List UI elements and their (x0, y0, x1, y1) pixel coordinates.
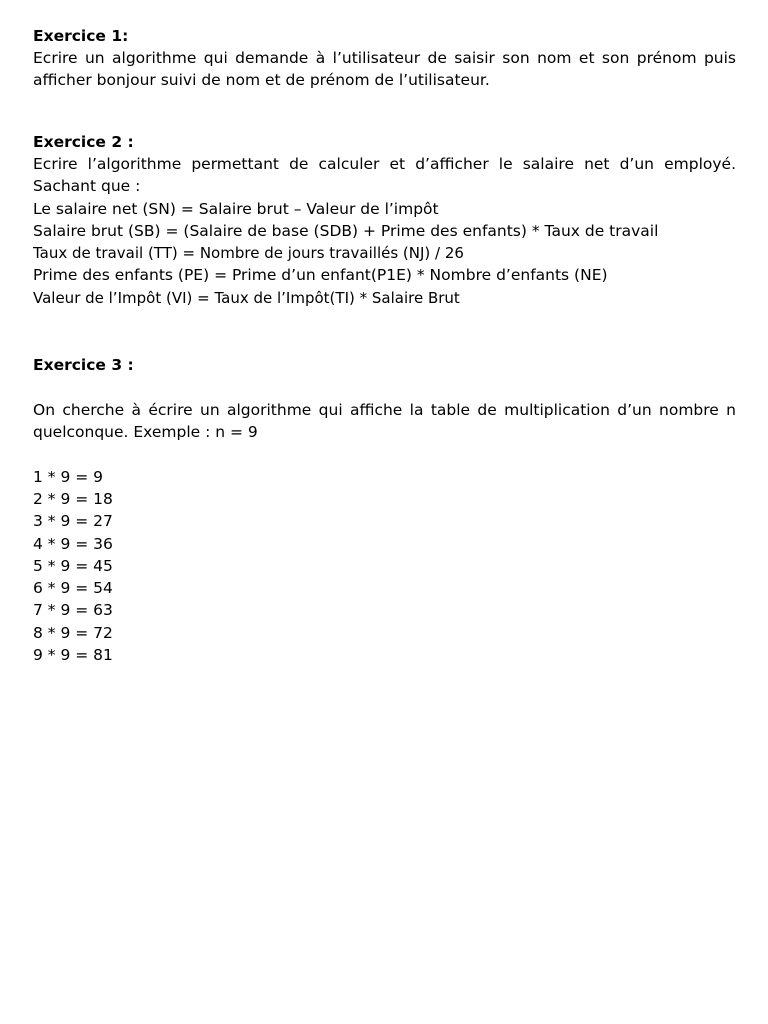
multiplication-row: 8 * 9 = 72 (33, 624, 113, 642)
multiplication-row: 2 * 9 = 18 (33, 490, 113, 508)
exercise-3-title: Exercice 3 : (33, 356, 134, 374)
exercise-2-text-line-1: Ecrire l’algorithme permettant de calculer et d’afficher le salaire net d’un employé. (33, 155, 736, 173)
exercise-2-formula-child-bonus: Prime des enfants (PE) = Prime d’un enfant(P1E) * Nombre d’enfants (NE) (33, 266, 608, 284)
exercise-1-text-line-1: Ecrire un algorithme qui demande à l’utilisateur de saisir son nom et son prénom puis (33, 49, 736, 67)
exercise-1-text-line-2: afficher bonjour suivi de nom et de prénom de l’utilisateur. (33, 71, 490, 89)
multiplication-row: 5 * 9 = 45 (33, 557, 113, 575)
exercise-2-formula-net-salary: Le salaire net (SN) = Salaire brut – Valeur de l’impôt (33, 200, 439, 218)
exercise-1-title: Exercice 1: (33, 27, 129, 45)
exercise-3-text-line-1: On cherche à écrire un algorithme qui affiche la table de multiplication d’un nombre n (33, 401, 736, 419)
exercise-2-formula-work-rate: Taux de travail (TT) = Nombre de jours travaillés (NJ) / 26 (33, 244, 464, 262)
multiplication-row: 3 * 9 = 27 (33, 512, 113, 530)
multiplication-row: 9 * 9 = 81 (33, 646, 113, 664)
multiplication-row: 4 * 9 = 36 (33, 535, 113, 553)
exercise-2-formula-tax-value: Valeur de l’Impôt (VI) = Taux de l’Impôt(TI) * Salaire Brut (33, 289, 460, 307)
exercise-2-formula-gross-salary: Salaire brut (SB) = (Salaire de base (SDB) + Prime des enfants) * Taux de travail (33, 222, 659, 240)
multiplication-row: 6 * 9 = 54 (33, 579, 113, 597)
exercise-2-title: Exercice 2 : (33, 133, 134, 151)
multiplication-row: 7 * 9 = 63 (33, 601, 113, 619)
exercise-3-text-line-2: quelconque. Exemple : n = 9 (33, 423, 258, 441)
multiplication-row: 1 * 9 = 9 (33, 468, 104, 486)
exercise-2-text-line-2: Sachant que : (33, 177, 141, 195)
